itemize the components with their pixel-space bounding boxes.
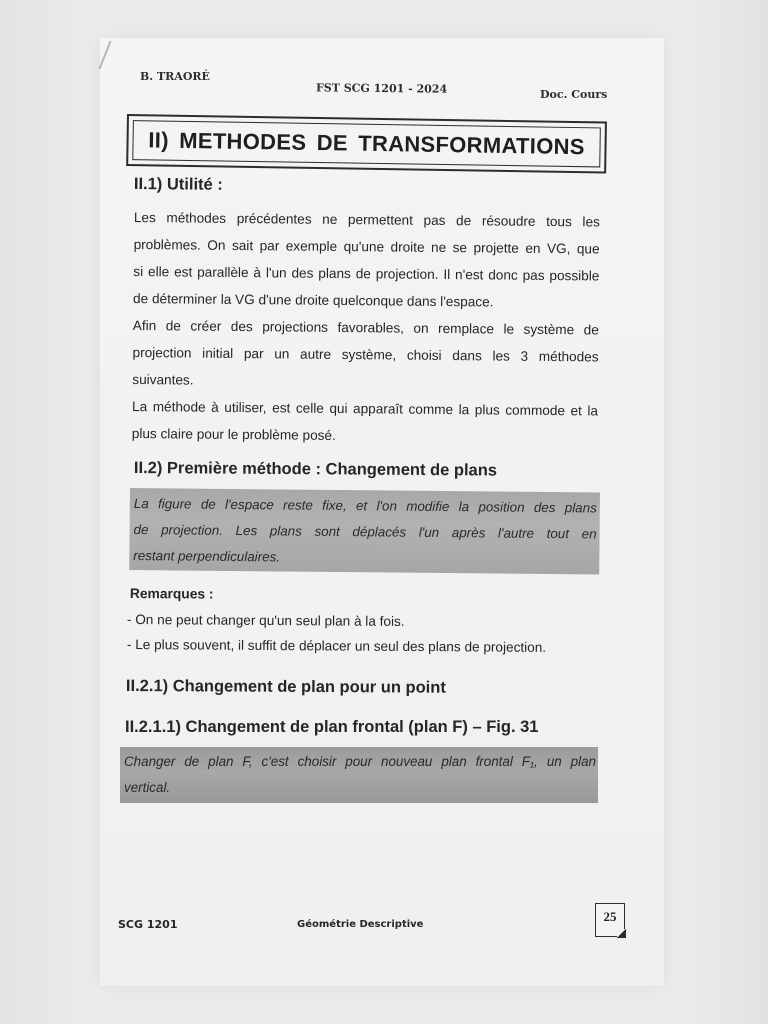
paragraph-line: projection initial par un autre système, choisi dans les 3 méthodes xyxy=(132,344,599,365)
paragraph-methode xyxy=(132,393,598,451)
paragraph-projections xyxy=(132,312,599,397)
paragraph-line: si elle est parallèle à l'un des plans de projection. Il n'est donc pas possible xyxy=(133,263,600,284)
page-number-fold-icon xyxy=(617,929,626,938)
title-box-inner xyxy=(132,120,601,167)
highlight-line: restant perpendiculaires. xyxy=(133,548,281,565)
footer-subject: Géométrie Descriptive xyxy=(297,919,424,930)
paragraph-line: La méthode à utiliser, est celle qui apparaît comme la plus commode et la xyxy=(131,398,599,419)
highlight-box-definition xyxy=(129,488,600,575)
header-doc-type: Doc. Cours xyxy=(540,88,608,101)
page-number: 25 xyxy=(603,909,617,924)
header-author: B. TRAORÉ xyxy=(140,70,210,83)
highlight-line: vertical. xyxy=(124,780,171,795)
page-title: II) METHODES DE TRANSFORMATIONS xyxy=(148,127,585,160)
paragraph-line: Afin de créer des projections favorables, on remplace le système de xyxy=(132,317,599,338)
title-box xyxy=(126,114,607,174)
remarks-title: Remarques : xyxy=(129,586,214,602)
paragraph-line: de déterminer la VG d'une droite quelconque dans l'espace. xyxy=(133,290,494,310)
paragraph-line: Les méthodes précédentes ne permettent pas de résoudre tous les xyxy=(133,209,600,230)
header-course-code: FST SCG 1201 - 2024 xyxy=(315,81,448,96)
section-heading-premiere-methode: II.2) Première méthode : Changement de plans xyxy=(133,459,498,480)
highlight-box-plan-frontal xyxy=(120,747,598,803)
section-heading-plan-frontal: II.2.1.1) Changement de plan frontal (plan F) – Fig. 31 xyxy=(125,718,539,736)
highlight-line: La figure de l'espace reste fixe, et l'on modifie la position des plans xyxy=(133,496,597,516)
paragraph-utilite xyxy=(133,204,600,316)
highlight-line: Changer de plan F, c'est choisir pour nouveau plan frontal F₁, un plan xyxy=(124,754,596,769)
remark-item: - Le plus souvent, il suffit de déplacer un seul des plans de projection. xyxy=(126,637,547,655)
remark-item: - On ne peut changer qu'un seul plan à la fois. xyxy=(126,612,405,629)
highlight-line: de projection. Les plans sont déplacés l'un après l'autre tout en xyxy=(133,522,597,542)
paragraph-line: problèmes. On sait par exemple qu'une droite ne se projette en VG, que xyxy=(133,236,600,257)
paragraph-line: plus claire pour le problème posé. xyxy=(131,425,336,443)
section-heading-changement-point: II.2.1) Changement de plan pour un point xyxy=(125,677,446,697)
page-number-box xyxy=(595,903,625,937)
section-heading-utilite: II.1) Utilité : xyxy=(133,175,223,194)
footer-course: SCG 1201 xyxy=(118,918,178,931)
paragraph-line: suivantes. xyxy=(132,371,194,388)
section-utilite-body xyxy=(132,204,600,451)
